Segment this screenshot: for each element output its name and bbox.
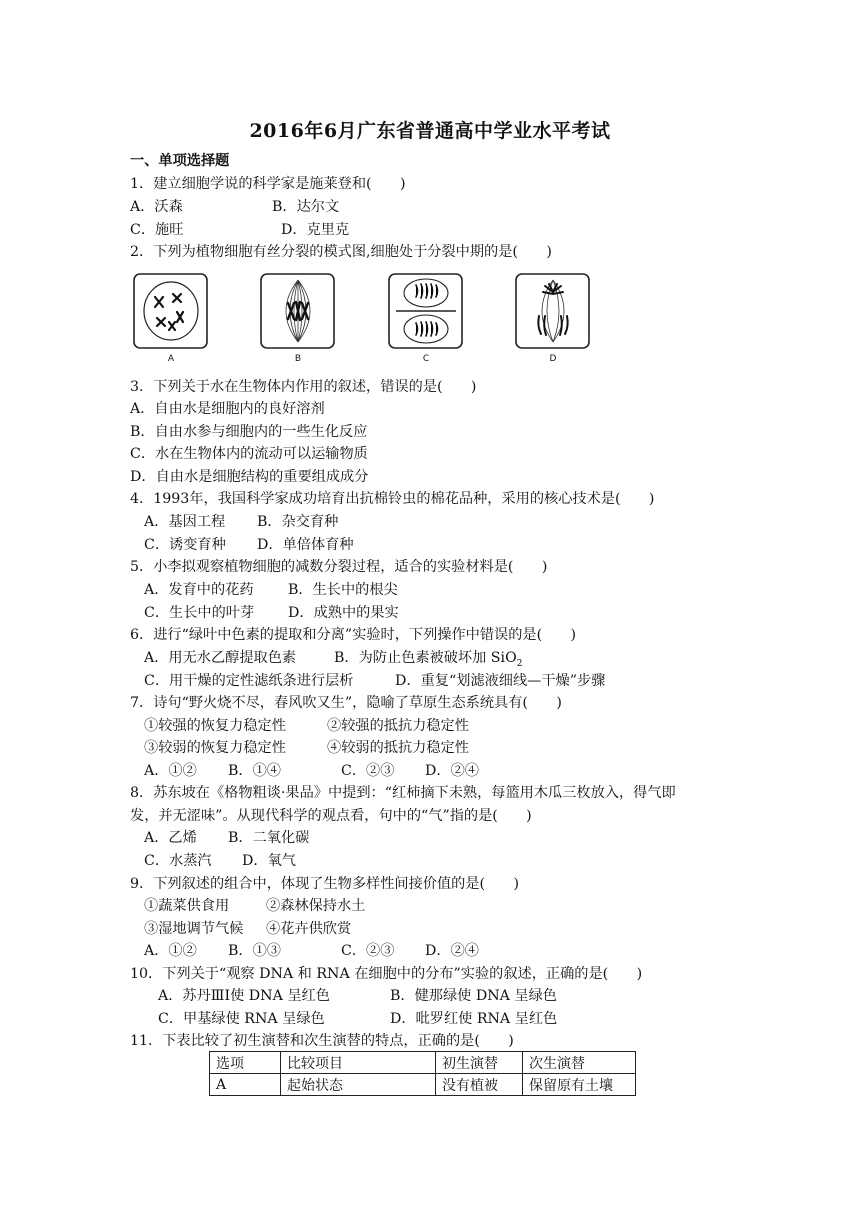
q5-option-c: C．生长中的叶芽 — [144, 605, 255, 621]
q9-statement-3: ③湿地调节气候 — [144, 921, 244, 937]
q6-option-d: D．重复“划滤液细线—干燥”步骤 — [395, 673, 606, 689]
figure-label-b: B — [294, 354, 302, 364]
question-10-stem: 10．下列关于“观察 DNA 和 RNA 在细胞中的分布”实验的叙述，正确的是( ) — [130, 966, 643, 982]
question-5-stem: 5．小李拟观察植物细胞的减数分裂过程，适合的实验材料是( ) — [130, 559, 548, 575]
cell-telophase-icon — [388, 272, 464, 352]
question-9-stem: 9．下列叙述的组合中，体现了生物多样性间接价值的是( ) — [130, 876, 519, 892]
q9-option-c: C．②③ — [341, 943, 395, 959]
figure-a — [133, 272, 209, 368]
q6-option-b-subscript: 2 — [516, 658, 523, 669]
q5-option-d: D．成熟中的果实 — [288, 605, 399, 621]
q10-option-d: D．吡罗红使 RNA 呈红色 — [390, 1011, 558, 1027]
q9-option-d: D．②④ — [425, 943, 479, 959]
q6-option-a: A．用无水乙醇提取色素 — [144, 650, 297, 666]
figure-c — [388, 272, 464, 368]
q9-statement-4: ④花卉供欣赏 — [266, 921, 352, 937]
q3-option-c: C．水在生物体内的流动可以运输物质 — [130, 446, 368, 462]
table-row — [210, 1074, 636, 1096]
table-header-cell: 初生演替 — [436, 1052, 523, 1074]
question-8-stem-line-2: 发，并无涩味”。从现代科学的观点看，句中的“气”指的是( ) — [130, 808, 532, 824]
figure-label-d: D — [549, 354, 557, 364]
q8-option-d: D．氧气 — [242, 853, 296, 869]
q8-option-b: B．二氧化碳 — [228, 830, 310, 846]
table-cell: A — [210, 1074, 281, 1096]
table-header-cell: 选项 — [210, 1052, 281, 1074]
table-header-row — [210, 1052, 636, 1074]
table-cell: 起始状态 — [281, 1074, 436, 1096]
q7-option-b: B．①④ — [228, 763, 281, 779]
q9-option-b: B．①③ — [228, 943, 281, 959]
q9-statement-2: ②森林保持水土 — [266, 898, 366, 914]
q7-statement-2: ②较强的抵抗力稳定性 — [327, 718, 469, 734]
q10-option-b: B．健那绿使 DNA 呈绿色 — [390, 988, 557, 1004]
exam-title: 2016年6月广东省普通高中学业水平考试 — [249, 120, 611, 142]
q1-option-a: A．沃森 — [130, 199, 183, 215]
cell-metaphase-icon — [260, 272, 336, 352]
q7-option-c: C．②③ — [341, 763, 395, 779]
q6-option-b — [334, 649, 522, 673]
q10-option-c: C．甲基绿使 RNA 呈绿色 — [158, 1011, 325, 1027]
figure-label-a: A — [167, 354, 175, 364]
table-cell: 没有植被 — [436, 1074, 523, 1096]
figure-d — [515, 272, 591, 368]
question-4-stem: 4．1993年，我国科学家成功培育出抗棉铃虫的棉花品种，采用的核心技术是( ) — [130, 491, 655, 507]
q10-option-a: A．苏丹ⅢⅠ使 DNA 呈红色 — [158, 988, 330, 1004]
q7-option-d: D．②④ — [425, 763, 479, 779]
q7-option-a: A．①② — [144, 763, 197, 779]
q7-statement-3: ③较弱的恢复力稳定性 — [144, 740, 286, 756]
q7-statement-4: ④较弱的抵抗力稳定性 — [327, 740, 469, 756]
q5-option-b: B．生长中的根尖 — [288, 582, 398, 598]
section-heading: 一、单项选择题 — [130, 153, 230, 169]
q4-option-b: B．杂交育种 — [257, 514, 339, 530]
q8-option-c: C．水蒸汽 — [144, 853, 212, 869]
q4-option-d: D．单倍体育种 — [257, 537, 354, 553]
q8-option-a: A．乙烯 — [144, 830, 197, 846]
q1-option-d: D．克里克 — [281, 222, 350, 238]
cell-anaphase-icon — [515, 272, 591, 352]
q9-statement-1: ①蔬菜供食用 — [144, 898, 230, 914]
q6-option-c: C．用干燥的定性滤纸条进行层析 — [144, 673, 354, 689]
q1-option-c: C．施旺 — [130, 222, 184, 238]
q7-statement-1: ①较强的恢复力稳定性 — [144, 718, 286, 734]
question-8-stem-line-1: 8．苏东坡在《格物粗谈·果品》中提到：“红柿摘下未熟，每篮用木瓜三枚放入，得气即 — [130, 785, 676, 801]
q4-option-c: C．诱变育种 — [144, 537, 226, 553]
table-header-cell: 次生演替 — [523, 1052, 636, 1074]
q5-option-a: A．发育中的花药 — [144, 582, 254, 598]
cell-prophase-icon — [133, 272, 209, 352]
table-header-cell: 比较项目 — [281, 1052, 436, 1074]
q6-option-b-text: B．为防止色素被破坏加 SiO — [334, 650, 517, 666]
figure-label-c: C — [422, 354, 430, 364]
q3-option-b: B．自由水参与细胞内的一些生化反应 — [130, 424, 368, 440]
q9-option-a: A．①② — [144, 943, 197, 959]
question-11-stem: 11．下表比较了初生演替和次生演替的特点，正确的是( ) — [130, 1033, 514, 1049]
question-1-stem: 1．建立细胞学说的科学家是施莱登和( ) — [130, 176, 406, 192]
mitosis-figures — [130, 272, 600, 368]
q4-option-a: A．基因工程 — [144, 514, 226, 530]
q3-option-d: D．自由水是细胞结构的重要组成成分 — [130, 469, 369, 485]
figure-b — [260, 272, 336, 368]
question-3-stem: 3．下列关于水在生物体内作用的叙述，错误的是( ) — [130, 379, 477, 395]
question-7-stem: 7．诗句“野火烧不尽，春风吹又生”，隐喻了草原生态系统具有( ) — [130, 695, 562, 711]
q1-option-b: B．达尔文 — [272, 199, 340, 215]
question-6-stem: 6．进行“绿叶中色素的提取和分离”实验时，下列操作中错误的是( ) — [130, 627, 577, 643]
succession-comparison-table — [209, 1051, 636, 1096]
question-2-stem: 2．下列为植物细胞有丝分裂的模式图,细胞处于分裂中期的是( ) — [130, 244, 552, 260]
q3-option-a: A．自由水是细胞内的良好溶剂 — [130, 401, 325, 417]
table-cell: 保留原有土壤 — [523, 1074, 636, 1096]
